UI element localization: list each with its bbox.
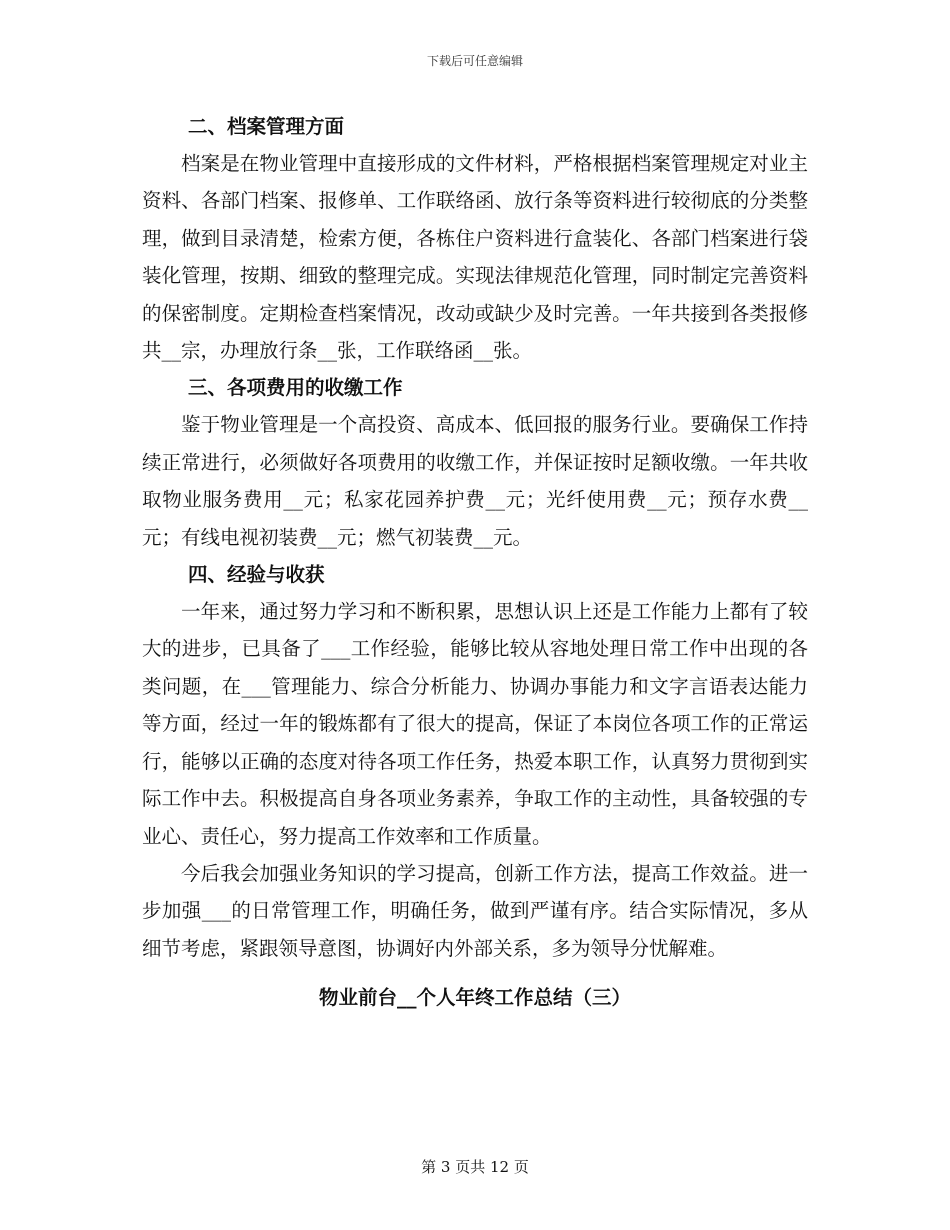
section-heading-fees: 三、各项费用的收缴工作 [188, 376, 403, 400]
document-body [142, 108, 808, 1016]
next-document-title: 物业前台__个人年终工作总结（三） [318, 986, 631, 1010]
page-header: 下载后可任意编辑 [426, 54, 523, 68]
paragraph-experience: 一年来，通过努力学习和不断积累，思想认识上还是工作能力上都有了较大的进步，已具备了___工作经验，能够比较从容地处理日常工作中出现的各类问题，在___管理能力、综合分析能力、协调办事能力和文字言语表达能力等方面，经过一年的锻炼都有了很大的提高，保证了本岗位各项工作的正常运行，能够以正确的态度对待各项工作任务，热爱本职工作，认真努力贯彻到实际工作中去。积极提高自身各项业务素养，争取工作的主动性，具备较强的专业心、责任心，努力提高工作效率和工作质量。 [142, 600, 808, 848]
paragraph-archives: 档案是在物业管理中直接形成的文件材料，严格根据档案管理规定对业主资料、各部门档案、报修单、工作联络函、放行条等资料进行较彻底的分类整理，做到目录清楚，检索方便，各栋住户资料进行盒装化、各部门档案进行袋装化管理，按期、细致的整理完成。实现法律规范化管理，同时制定完善资料的保密制度。定期检查档案情况，改动或缺少及时完善。一年共接到各类报修共__宗，办理放行条__张，工作联络函__张。 [142, 152, 808, 363]
section-heading-experience: 四、经验与收获 [188, 563, 325, 587]
paragraph-fees: 鉴于物业管理是一个高投资、高成本、低回报的服务行业。要确保工作持续正常进行，必须做好各项费用的收缴工作，并保证按时足额收缴。一年共收取物业服务费用__元；私家花园养护费__元；光纤使用费__元；预存水费__元；有线电视初装费__元；燃气初装费__元。 [142, 413, 808, 549]
section-heading-archives: 二、档案管理方面 [188, 115, 345, 138]
page-number-footer: 第 3 页共 12 页 [421, 1158, 529, 1176]
paragraph-future-plans: 今后我会加强业务知识的学习提高，创新工作方法，提高工作效益。进一步加强___的日常管理工作，明确任务，做到严谨有序。结合实际情况，多从细节考虑，紧跟领导意图，协调好内外部关系，多为领导分忧解难。 [142, 861, 808, 960]
